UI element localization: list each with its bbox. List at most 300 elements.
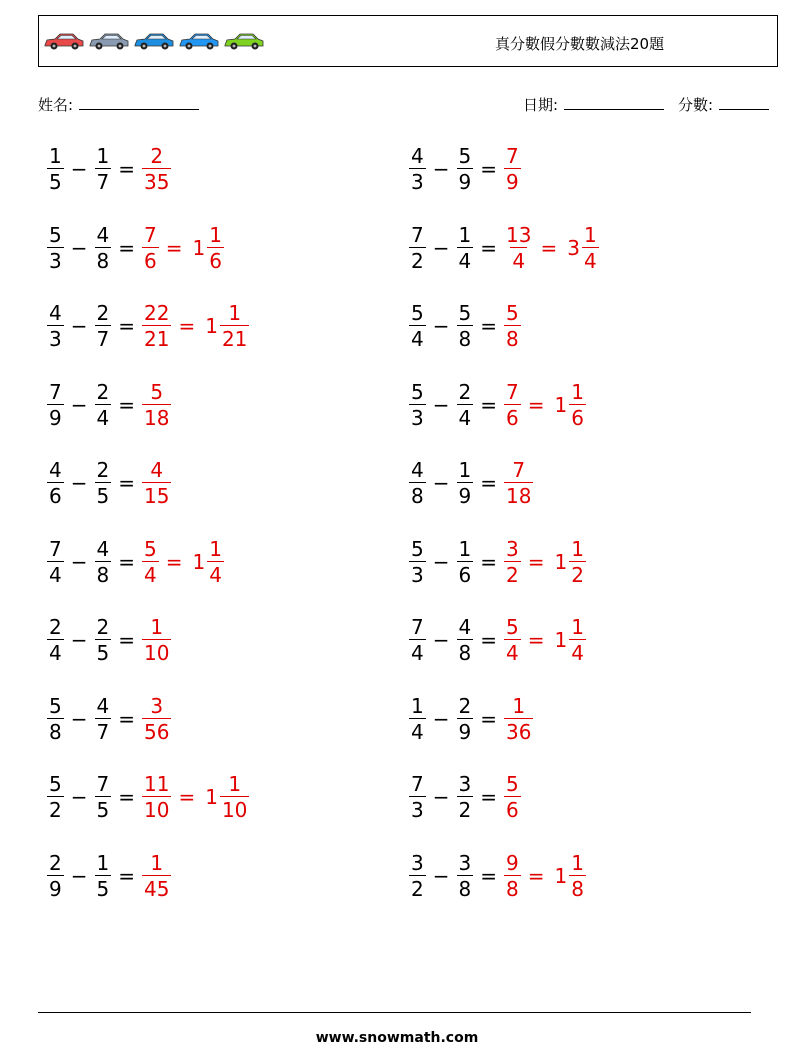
answer-fraction-numerator: 7 [506, 144, 519, 168]
answer-fraction [504, 774, 521, 820]
second-fraction-numerator: 5 [458, 301, 472, 325]
mixed-whole-number: 1 [554, 863, 568, 888]
first-fraction [47, 850, 64, 901]
problem-9 [46, 460, 172, 506]
first-fraction-numerator: 7 [411, 615, 424, 639]
mixed-whole-number: 3 [567, 235, 580, 260]
problem-1 [46, 146, 172, 192]
answer [503, 617, 587, 663]
first-fraction-numerator: 3 [411, 850, 424, 875]
mixed-fraction-numerator: 1 [228, 301, 242, 325]
second-fraction-numerator: 2 [458, 379, 472, 404]
first-fraction-denominator: 4 [411, 327, 424, 351]
second-fraction-numerator: 1 [458, 222, 472, 247]
answer-fraction-numerator: 3 [506, 536, 519, 561]
footer-website: www.snowmath.com [315, 1030, 479, 1046]
equals-sign: = [118, 235, 135, 260]
answer-fraction-denominator: 2 [506, 562, 519, 587]
second-fraction-denominator: 8 [458, 327, 472, 351]
answer [503, 460, 534, 506]
minus-sign: − [70, 157, 88, 181]
answer-equals-sign: = [527, 549, 545, 574]
answer-fraction-numerator: 1 [512, 693, 526, 718]
answer-fraction [504, 460, 533, 506]
second-fraction [95, 850, 112, 901]
mixed-whole-number: 1 [554, 549, 568, 574]
minus-sign: − [70, 706, 88, 731]
equals-sign: = [480, 863, 497, 888]
answer-fraction-denominator: 45 [144, 876, 170, 901]
minus-sign: − [70, 314, 88, 338]
second-fraction [457, 303, 474, 349]
mixed-whole-number: 1 [205, 785, 218, 809]
mixed-fraction-numerator: 1 [209, 536, 222, 561]
answer [141, 693, 172, 744]
problem-8 [408, 379, 587, 430]
first-fraction-numerator: 2 [49, 615, 62, 639]
answer-fraction-denominator: 4 [506, 641, 519, 665]
problem-3 [46, 222, 225, 273]
minus-sign: − [432, 863, 450, 888]
equals-sign: = [480, 471, 497, 495]
second-fraction-denominator: 5 [96, 641, 110, 665]
answer-fraction-numerator: 7 [512, 458, 526, 482]
answer-fraction-denominator: 35 [144, 170, 170, 194]
second-fraction [95, 774, 112, 820]
second-fraction [457, 774, 474, 820]
answer-fraction-numerator: 1 [150, 615, 164, 639]
answer [503, 146, 522, 192]
second-fraction-denominator: 8 [96, 562, 110, 587]
problem-20 [408, 850, 587, 901]
answer-fraction [504, 617, 521, 663]
minus-sign: − [432, 549, 450, 574]
second-fraction-numerator: 2 [96, 301, 110, 325]
second-fraction-numerator: 7 [96, 772, 110, 796]
first-fraction [409, 460, 426, 506]
answer [141, 536, 225, 587]
answer-fraction [142, 536, 159, 587]
equals-sign: = [118, 549, 135, 574]
equals-sign: = [118, 314, 135, 338]
answer-fraction-denominator: 10 [144, 641, 170, 665]
first-fraction [47, 146, 64, 192]
answer [141, 146, 172, 192]
mixed-fraction [569, 850, 586, 901]
first-fraction-denominator: 2 [49, 798, 62, 822]
answer-fraction-denominator: 15 [144, 484, 170, 508]
second-fraction-numerator: 1 [458, 536, 472, 561]
first-fraction [409, 379, 426, 430]
answer-fraction [504, 693, 533, 744]
answer-fraction-numerator: 7 [144, 222, 157, 247]
equals-sign: = [480, 314, 497, 338]
problem-18 [408, 774, 522, 820]
date-label: 日期: [523, 96, 559, 114]
mixed-fraction [220, 774, 249, 820]
first-fraction [47, 303, 64, 349]
answer-equals-sign: = [178, 314, 196, 338]
first-fraction-numerator: 7 [49, 379, 62, 404]
first-fraction-numerator: 7 [411, 222, 424, 247]
first-fraction-denominator: 8 [49, 719, 62, 744]
second-fraction [457, 693, 474, 744]
second-fraction [457, 146, 474, 192]
first-fraction-denominator: 2 [411, 248, 424, 273]
mixed-fraction-denominator: 4 [571, 641, 584, 665]
minus-sign: − [70, 628, 88, 652]
mixed-fraction [569, 379, 586, 430]
minus-sign: − [432, 628, 450, 652]
mixed-fraction-denominator: 21 [221, 327, 248, 351]
answer [503, 850, 587, 901]
equals-sign: = [480, 628, 497, 652]
equals-sign: = [480, 706, 497, 731]
equals-sign: = [118, 392, 135, 417]
first-fraction-denominator: 9 [49, 876, 62, 901]
first-fraction-numerator: 4 [411, 144, 424, 168]
first-fraction-denominator: 6 [49, 484, 62, 508]
name-label: 姓名: [38, 96, 74, 114]
first-fraction-denominator: 4 [49, 562, 62, 587]
answer-fraction [142, 379, 171, 430]
mixed-fraction-denominator: 2 [571, 562, 584, 587]
first-fraction-numerator: 4 [49, 301, 62, 325]
score-label: 分數: [678, 96, 714, 114]
problem-15 [46, 693, 172, 744]
mixed-fraction-denominator: 10 [221, 798, 248, 822]
answer-fraction-denominator: 4 [144, 562, 157, 587]
second-fraction [457, 617, 474, 663]
first-fraction-numerator: 4 [411, 458, 424, 482]
first-fraction-denominator: 4 [49, 641, 62, 665]
first-fraction [409, 303, 426, 349]
first-fraction [47, 379, 64, 430]
first-fraction-numerator: 2 [49, 850, 62, 875]
second-fraction-denominator: 4 [458, 405, 472, 430]
second-fraction-denominator: 8 [96, 248, 110, 273]
mixed-fraction-numerator: 1 [571, 379, 584, 404]
second-fraction-numerator: 3 [458, 850, 472, 875]
answer-fraction-numerator: 7 [506, 379, 519, 404]
minus-sign: − [432, 706, 450, 731]
minus-sign: − [70, 235, 88, 260]
answer-fraction-numerator: 5 [506, 615, 519, 639]
second-fraction [95, 536, 112, 587]
answer-equals-sign: = [165, 235, 183, 260]
minus-sign: − [432, 314, 450, 338]
first-fraction-denominator: 5 [49, 170, 62, 194]
second-fraction-denominator: 8 [458, 641, 472, 665]
second-fraction-numerator: 4 [96, 693, 110, 718]
equals-sign: = [118, 471, 135, 495]
problem-4 [408, 222, 600, 273]
equals-sign: = [480, 549, 497, 574]
problem-5 [46, 303, 250, 349]
answer-fraction-denominator: 8 [506, 876, 519, 901]
first-fraction-denominator: 2 [411, 876, 424, 901]
mixed-fraction-denominator: 6 [571, 405, 584, 430]
answer [503, 536, 587, 587]
mixed-fraction-numerator: 1 [209, 222, 222, 247]
problem-2 [408, 146, 522, 192]
minus-sign: − [432, 235, 450, 260]
answer-fraction-denominator: 21 [144, 327, 170, 351]
first-fraction-numerator: 4 [49, 458, 62, 482]
answer-fraction-denominator: 56 [144, 719, 170, 744]
mixed-fraction-numerator: 1 [228, 772, 242, 796]
second-fraction-numerator: 2 [458, 693, 472, 718]
first-fraction-denominator: 4 [411, 719, 424, 744]
first-fraction [47, 774, 64, 820]
first-fraction-denominator: 3 [411, 405, 424, 430]
equals-sign: = [118, 628, 135, 652]
second-fraction-denominator: 7 [96, 719, 110, 744]
answer-fraction-numerator: 11 [144, 772, 170, 796]
answer-fraction [142, 303, 171, 349]
answer-fraction-denominator: 36 [506, 719, 532, 744]
answer-fraction-numerator: 5 [150, 379, 164, 404]
problem-19 [46, 850, 172, 901]
mixed-fraction-denominator: 4 [583, 248, 597, 273]
second-fraction-denominator: 5 [96, 484, 110, 508]
minus-sign: − [70, 549, 88, 574]
mixed-whole-number: 1 [192, 549, 206, 574]
second-fraction-numerator: 4 [458, 615, 472, 639]
mixed-fraction-denominator: 8 [571, 876, 584, 901]
minus-sign: − [432, 392, 450, 417]
first-fraction [409, 693, 426, 744]
answer-fraction [504, 379, 521, 430]
second-fraction-denominator: 8 [458, 876, 472, 901]
answer-fraction [142, 222, 159, 273]
mixed-whole-number: 1 [554, 628, 568, 652]
problem-14 [408, 617, 587, 663]
first-fraction-numerator: 1 [49, 144, 62, 168]
second-fraction-denominator: 7 [96, 327, 110, 351]
answer-fraction-numerator: 5 [144, 536, 157, 561]
problem-17 [46, 774, 250, 820]
second-fraction [95, 146, 112, 192]
second-fraction-numerator: 2 [96, 379, 110, 404]
equals-sign: = [480, 157, 497, 181]
equals-sign: = [118, 157, 135, 181]
second-fraction [457, 222, 474, 273]
answer [141, 303, 250, 349]
answer-fraction [142, 774, 171, 820]
answer-fraction-denominator: 6 [506, 798, 519, 822]
mixed-fraction-numerator: 1 [571, 615, 584, 639]
first-fraction-numerator: 5 [49, 222, 62, 247]
answer [503, 303, 522, 349]
first-fraction-denominator: 3 [411, 562, 424, 587]
first-fraction-numerator: 5 [411, 301, 424, 325]
mixed-fraction-numerator: 1 [583, 222, 597, 247]
second-fraction [457, 460, 474, 506]
answer-equals-sign: = [527, 392, 545, 417]
answer [503, 774, 522, 820]
answer-fraction-denominator: 6 [144, 248, 157, 273]
second-fraction-numerator: 1 [458, 458, 472, 482]
answer [503, 693, 534, 744]
minus-sign: − [432, 471, 450, 495]
mixed-fraction [207, 222, 224, 273]
second-fraction [95, 303, 112, 349]
mixed-whole-number: 1 [554, 392, 568, 417]
mixed-fraction [582, 222, 599, 273]
second-fraction-numerator: 4 [96, 222, 110, 247]
first-fraction [47, 617, 64, 663]
answer-equals-sign: = [165, 549, 183, 574]
first-fraction [409, 774, 426, 820]
second-fraction [457, 379, 474, 430]
worksheet-title: 真分數假分數數減法20題 [495, 35, 665, 53]
equals-sign: = [480, 785, 497, 809]
answer-fraction-numerator: 9 [506, 850, 519, 875]
answer [141, 222, 225, 273]
second-fraction-denominator: 5 [96, 798, 110, 822]
first-fraction-numerator: 7 [49, 536, 62, 561]
answer-fraction-numerator: 5 [506, 772, 519, 796]
second-fraction-numerator: 5 [458, 144, 472, 168]
first-fraction-numerator: 7 [411, 772, 424, 796]
answer-fraction [142, 146, 171, 192]
first-fraction-numerator: 1 [411, 693, 424, 718]
second-fraction-numerator: 2 [96, 458, 110, 482]
equals-sign: = [480, 392, 497, 417]
first-fraction-numerator: 5 [411, 536, 424, 561]
problem-6 [408, 303, 522, 349]
first-fraction-denominator: 3 [49, 327, 62, 351]
second-fraction [457, 536, 474, 587]
answer-fraction-numerator: 5 [506, 301, 519, 325]
answer-fraction-numerator: 3 [150, 693, 164, 718]
mixed-whole-number: 1 [192, 235, 206, 260]
equals-sign: = [480, 235, 497, 260]
second-fraction-denominator: 4 [96, 405, 110, 430]
answer [503, 222, 600, 273]
answer [141, 617, 172, 663]
second-fraction-denominator: 2 [458, 798, 472, 822]
second-fraction-denominator: 5 [96, 876, 110, 901]
answer-equals-sign: = [540, 235, 558, 260]
answer [141, 460, 172, 506]
answer-fraction [504, 146, 521, 192]
mixed-fraction-denominator: 6 [209, 248, 222, 273]
mixed-whole-number: 1 [205, 314, 218, 338]
second-fraction-numerator: 1 [96, 850, 110, 875]
problem-12 [408, 536, 587, 587]
second-fraction [95, 222, 112, 273]
mixed-fraction-denominator: 4 [209, 562, 222, 587]
answer-fraction [142, 617, 171, 663]
second-fraction-denominator: 9 [458, 170, 472, 194]
first-fraction [409, 146, 426, 192]
answer-fraction-denominator: 9 [506, 170, 519, 194]
answer-fraction-numerator: 1 [150, 850, 164, 875]
first-fraction [409, 222, 426, 273]
first-fraction-numerator: 5 [49, 772, 62, 796]
second-fraction [95, 693, 112, 744]
answer-equals-sign: = [527, 863, 545, 888]
second-fraction [95, 460, 112, 506]
answer [503, 379, 587, 430]
answer [141, 774, 250, 820]
answer [141, 379, 172, 430]
mixed-fraction [207, 536, 224, 587]
second-fraction-numerator: 2 [96, 615, 110, 639]
answer-fraction-denominator: 18 [506, 484, 532, 508]
answer-fraction-denominator: 18 [144, 405, 170, 430]
second-fraction-denominator: 4 [458, 248, 472, 273]
mixed-fraction [220, 303, 249, 349]
equals-sign: = [118, 706, 135, 731]
first-fraction-denominator: 3 [49, 248, 62, 273]
minus-sign: − [70, 471, 88, 495]
second-fraction-numerator: 4 [96, 536, 110, 561]
answer-equals-sign: = [527, 628, 545, 652]
problem-7 [46, 379, 172, 430]
minus-sign: − [432, 785, 450, 809]
answer-fraction [142, 850, 171, 901]
equals-sign: = [118, 863, 135, 888]
first-fraction [47, 536, 64, 587]
answer-fraction [504, 222, 533, 273]
answer-fraction [504, 536, 521, 587]
first-fraction [47, 693, 64, 744]
mixed-fraction [569, 617, 586, 663]
first-fraction [47, 222, 64, 273]
answer-fraction-numerator: 4 [150, 458, 164, 482]
first-fraction [409, 850, 426, 901]
minus-sign: − [70, 863, 88, 888]
second-fraction-denominator: 7 [96, 170, 110, 194]
first-fraction-numerator: 5 [49, 693, 62, 718]
first-fraction [409, 617, 426, 663]
second-fraction-denominator: 9 [458, 719, 472, 744]
first-fraction [47, 460, 64, 506]
answer-equals-sign: = [178, 785, 196, 809]
second-fraction [95, 617, 112, 663]
first-fraction-denominator: 3 [411, 798, 424, 822]
first-fraction-denominator: 9 [49, 405, 62, 430]
problem-16 [408, 693, 534, 744]
minus-sign: − [70, 785, 88, 809]
answer-fraction-numerator: 22 [144, 301, 170, 325]
first-fraction-numerator: 5 [411, 379, 424, 404]
answer-fraction-numerator: 13 [506, 222, 532, 247]
answer-fraction [504, 303, 521, 349]
answer-fraction-denominator: 4 [512, 248, 526, 273]
first-fraction [409, 536, 426, 587]
problem-11 [46, 536, 225, 587]
answer-fraction-denominator: 6 [506, 405, 519, 430]
second-fraction-numerator: 3 [458, 772, 472, 796]
first-fraction-denominator: 8 [411, 484, 424, 508]
answer-fraction-denominator: 8 [506, 327, 519, 351]
second-fraction-numerator: 1 [96, 144, 110, 168]
problem-13 [46, 617, 172, 663]
answer [141, 850, 172, 901]
mixed-fraction-numerator: 1 [571, 536, 584, 561]
second-fraction-denominator: 6 [458, 562, 472, 587]
minus-sign: − [70, 392, 88, 417]
minus-sign: − [432, 157, 450, 181]
second-fraction [95, 379, 112, 430]
mixed-fraction [569, 536, 586, 587]
first-fraction-denominator: 3 [411, 170, 424, 194]
answer-fraction [504, 850, 521, 901]
